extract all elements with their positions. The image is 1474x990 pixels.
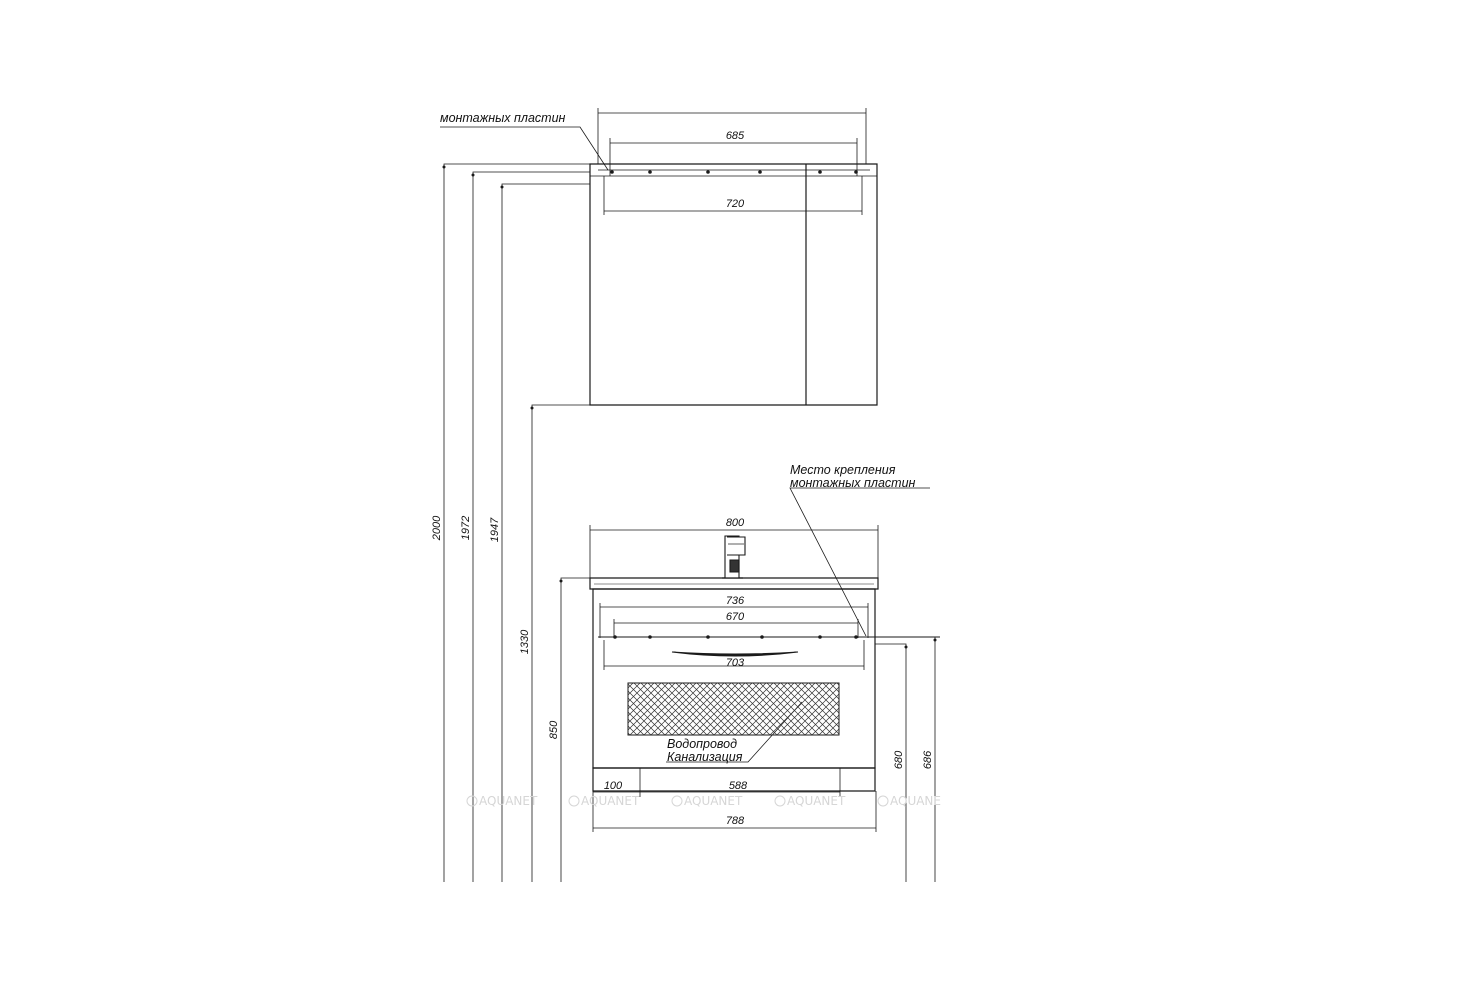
watermark-5: AQUANE — [890, 794, 941, 808]
pipes-note-line2: Канализация — [667, 750, 743, 764]
height-ticks — [443, 166, 937, 649]
dim-670: 670 — [725, 611, 745, 623]
dim-686: 686 — [922, 750, 934, 770]
dim-736: 736 — [725, 595, 745, 607]
pipes-zone — [628, 683, 839, 735]
vanity — [590, 488, 940, 832]
watermark-1: AQUANET — [479, 794, 538, 808]
faucet — [722, 536, 745, 578]
vanity-mount-note-line1: Место крепления — [790, 463, 896, 477]
dim-2000: 2000 — [431, 515, 443, 541]
mirror-cabinet — [440, 108, 877, 405]
height-dimensions — [444, 164, 935, 882]
dim-800: 800 — [725, 517, 745, 529]
dim-680: 680 — [893, 750, 905, 770]
dim-588: 588 — [728, 780, 748, 792]
basin-top — [590, 578, 878, 589]
dim-850: 850 — [548, 720, 560, 740]
dim-1947: 1947 — [489, 517, 501, 543]
watermark — [467, 794, 941, 808]
watermark-3: AQUANET — [684, 794, 743, 808]
watermark-4: AQUANET — [787, 794, 846, 808]
mirror-mount-points — [610, 170, 858, 174]
vanity-mount-note-line2: монтажных пластин — [790, 476, 916, 490]
dim-1330: 1330 — [519, 629, 531, 655]
dim-788: 788 — [725, 815, 745, 827]
watermark-2: AQUANET — [581, 794, 640, 808]
mirror-mount-note: монтажных пластин — [440, 111, 566, 125]
dim-720: 720 — [725, 198, 745, 210]
drawer-handle — [672, 652, 798, 656]
pipes-note-line1: Водопровод — [667, 737, 738, 751]
dim-100: 100 — [603, 780, 623, 792]
dim-703: 703 — [725, 657, 745, 669]
dim-685: 685 — [725, 130, 745, 142]
dim-1972: 1972 — [460, 515, 472, 541]
